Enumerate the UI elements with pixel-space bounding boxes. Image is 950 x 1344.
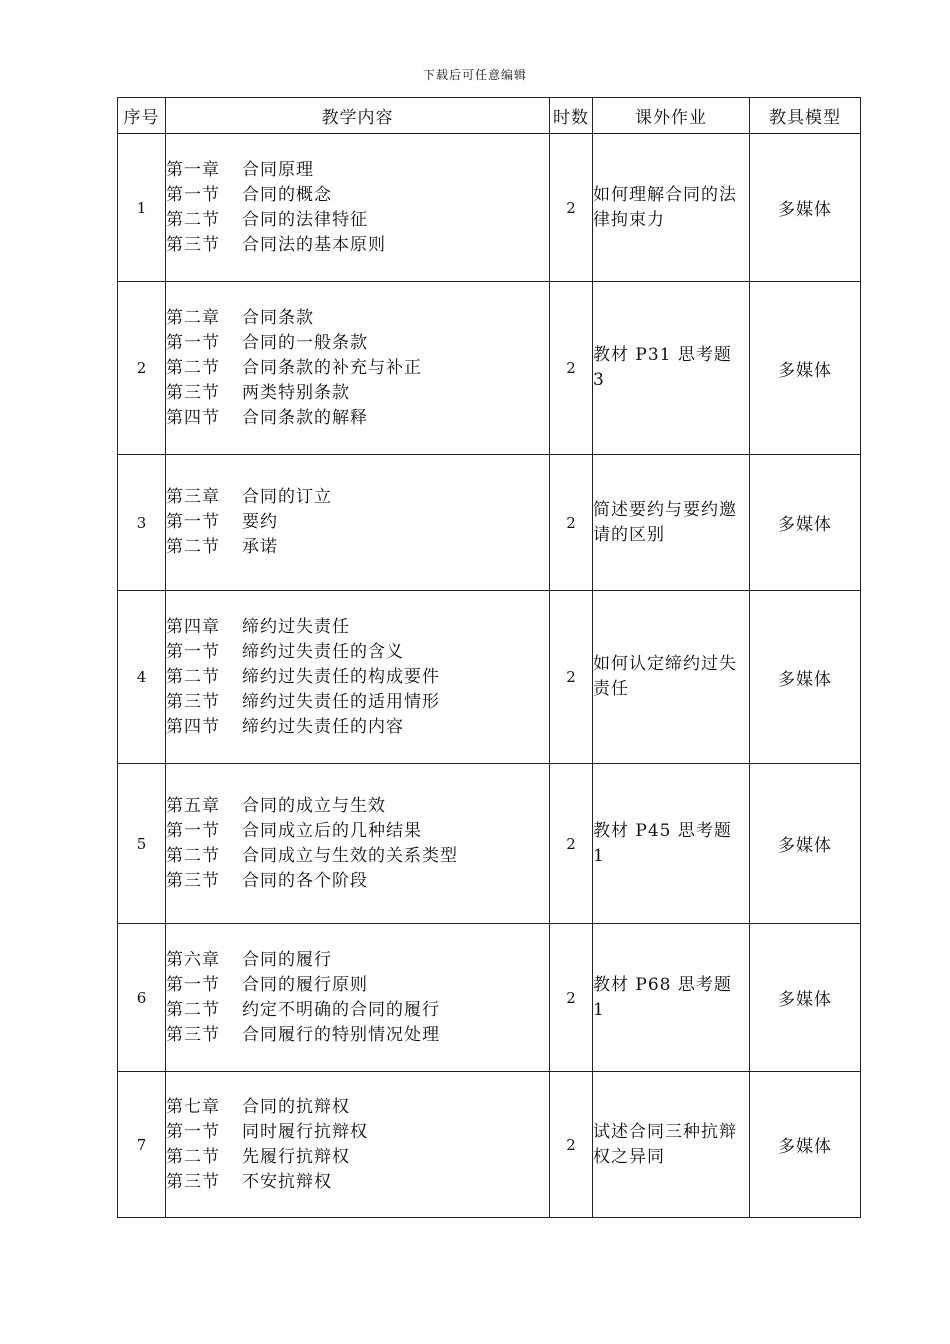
hours-cell: 2 [550, 924, 593, 1072]
section-label: 第五章 [166, 795, 220, 816]
content-line [166, 869, 549, 894]
column-header-homework: 课外作业 [593, 98, 750, 134]
section-label: 第四章 [166, 616, 220, 637]
section-title: 缔约过失责任的构成要件 [242, 666, 440, 687]
content-line [166, 1170, 549, 1195]
section-title: 缔约过失责任的含义 [242, 641, 404, 662]
section-label: 第六章 [166, 949, 220, 970]
teaching-content-cell [166, 455, 550, 591]
content-line [166, 183, 549, 208]
content-line [166, 381, 549, 406]
section-label: 第四节 [166, 716, 220, 737]
content-line [166, 406, 549, 431]
section-title: 合同的订立 [242, 487, 332, 507]
table-row [118, 134, 861, 282]
row-number-cell: 3 [118, 455, 166, 591]
hours-cell: 2 [550, 134, 593, 282]
section-title: 约定不明确的合同的履行 [242, 999, 440, 1020]
content-line [166, 998, 549, 1023]
teaching-tools-cell: 多媒体 [750, 764, 861, 924]
section-label: 第七章 [166, 1096, 220, 1117]
section-label: 第二节 [166, 357, 220, 378]
content-line [166, 233, 549, 258]
content-line [166, 690, 549, 715]
section-title: 不安抗辩权 [242, 1171, 332, 1192]
homework-cell: 如何理解合同的法律拘束力 [593, 134, 750, 282]
section-label: 第一节 [166, 184, 220, 205]
content-line [166, 331, 549, 356]
content-line [166, 306, 549, 331]
section-label: 第一节 [166, 332, 220, 353]
content-line [166, 640, 549, 665]
row-number-cell: 4 [118, 591, 166, 764]
row-number-cell: 6 [118, 924, 166, 1072]
content-line [166, 158, 549, 183]
content-line [166, 1145, 549, 1170]
table-row [118, 764, 861, 924]
homework-cell: 如何认定缔约过失责任 [593, 591, 750, 764]
content-line [166, 819, 549, 844]
row-number-cell: 2 [118, 282, 166, 455]
section-label: 第三节 [166, 1171, 220, 1192]
content-line [166, 794, 549, 819]
homework-cell: 教材 P68 思考题 1 [593, 924, 750, 1072]
hours-cell: 2 [550, 282, 593, 455]
content-line [166, 844, 549, 869]
teaching-content-cell [166, 924, 550, 1072]
teaching-tools-cell: 多媒体 [750, 282, 861, 455]
homework-cell: 教材 P31 思考题 3 [593, 282, 750, 455]
content-line [166, 1095, 549, 1120]
table-row [118, 282, 861, 455]
section-label: 第二节 [166, 999, 220, 1020]
section-label: 第二节 [166, 666, 220, 687]
table-row [118, 591, 861, 764]
section-title: 先履行抗辩权 [242, 1146, 350, 1167]
table-row [118, 455, 861, 591]
table-header-row [118, 98, 861, 134]
section-title: 缔约过失责任的适用情形 [242, 691, 440, 712]
content-line [166, 615, 549, 640]
section-title: 缔约过失责任的内容 [242, 716, 404, 737]
section-title: 合同的履行 [242, 949, 332, 970]
section-label: 第四节 [166, 407, 220, 428]
page-header: 下载后可任意编辑 [422, 68, 527, 82]
section-label: 第二章 [166, 307, 220, 328]
content-line [166, 1120, 549, 1145]
section-label: 第一节 [166, 641, 220, 662]
teaching-content-cell [166, 591, 550, 764]
course-schedule-table [117, 97, 861, 1218]
section-label: 第二节 [166, 845, 220, 866]
teaching-tools-cell: 多媒体 [750, 455, 861, 591]
section-title: 合同条款 [242, 307, 314, 328]
teaching-tools-cell: 多媒体 [750, 591, 861, 764]
section-label: 第三节 [166, 870, 220, 891]
section-label: 第三节 [166, 691, 220, 712]
teaching-content-cell [166, 282, 550, 455]
section-title: 合同条款的解释 [242, 407, 368, 428]
section-label: 第三节 [166, 234, 220, 255]
content-line [166, 535, 549, 560]
section-label: 第二节 [166, 1146, 220, 1167]
content-line [166, 510, 549, 535]
hours-cell: 2 [550, 591, 593, 764]
section-title: 合同条款的补充与补正 [242, 357, 422, 378]
row-number-cell: 7 [118, 1072, 166, 1218]
content-line [166, 715, 549, 740]
section-title: 合同的法律特征 [242, 209, 368, 230]
section-title: 合同的各个阶段 [242, 870, 368, 891]
section-title: 合同的成立与生效 [242, 795, 386, 816]
section-title: 合同法的基本原则 [242, 234, 386, 255]
section-label: 第一章 [166, 159, 220, 180]
column-header-content: 教学内容 [166, 98, 550, 134]
section-label: 第一节 [166, 974, 220, 995]
section-title: 合同成立后的几种结果 [242, 820, 422, 841]
teaching-tools-cell: 多媒体 [750, 134, 861, 282]
section-label: 第三节 [166, 1024, 220, 1045]
section-label: 第一节 [166, 1121, 220, 1142]
section-title: 合同的概念 [242, 184, 332, 205]
column-header-hours: 时数 [550, 98, 593, 134]
content-line [166, 1023, 549, 1048]
section-title: 两类特别条款 [242, 382, 350, 403]
teaching-content-cell [166, 134, 550, 282]
row-number-cell: 1 [118, 134, 166, 282]
content-line [166, 665, 549, 690]
homework-cell: 教材 P45 思考题 1 [593, 764, 750, 924]
section-title: 合同履行的特别情况处理 [242, 1024, 440, 1045]
hours-cell: 2 [550, 764, 593, 924]
section-title: 合同原理 [242, 159, 314, 180]
content-line [166, 356, 549, 381]
content-line [166, 948, 549, 973]
content-line [166, 485, 549, 510]
table-row [118, 1072, 861, 1218]
section-label: 第三节 [166, 382, 220, 403]
column-header-tools: 教具模型 [750, 98, 861, 134]
teaching-tools-cell: 多媒体 [750, 1072, 861, 1218]
section-title: 合同的履行原则 [242, 974, 368, 995]
column-header-no: 序号 [118, 98, 166, 134]
row-number-cell: 5 [118, 764, 166, 924]
homework-cell: 简述要约与要约邀请的区别 [593, 455, 750, 591]
section-label: 第一节 [166, 512, 220, 532]
section-title: 合同的抗辩权 [242, 1096, 350, 1117]
section-title: 合同的一般条款 [242, 332, 368, 353]
section-title: 承诺 [242, 537, 278, 557]
section-label: 第二节 [166, 537, 220, 557]
section-title: 合同成立与生效的关系类型 [242, 845, 458, 866]
table-row [118, 924, 861, 1072]
content-line [166, 973, 549, 998]
teaching-content-cell [166, 1072, 550, 1218]
content-line [166, 208, 549, 233]
section-title: 缔约过失责任 [242, 616, 350, 637]
section-label: 第一节 [166, 820, 220, 841]
teaching-tools-cell: 多媒体 [750, 924, 861, 1072]
section-label: 第二节 [166, 209, 220, 230]
section-label: 第三章 [166, 487, 220, 507]
section-title: 同时履行抗辩权 [242, 1121, 368, 1142]
homework-cell: 试述合同三种抗辩权之异同 [593, 1072, 750, 1218]
hours-cell: 2 [550, 455, 593, 591]
section-title: 要约 [242, 512, 278, 532]
hours-cell: 2 [550, 1072, 593, 1218]
teaching-content-cell [166, 764, 550, 924]
